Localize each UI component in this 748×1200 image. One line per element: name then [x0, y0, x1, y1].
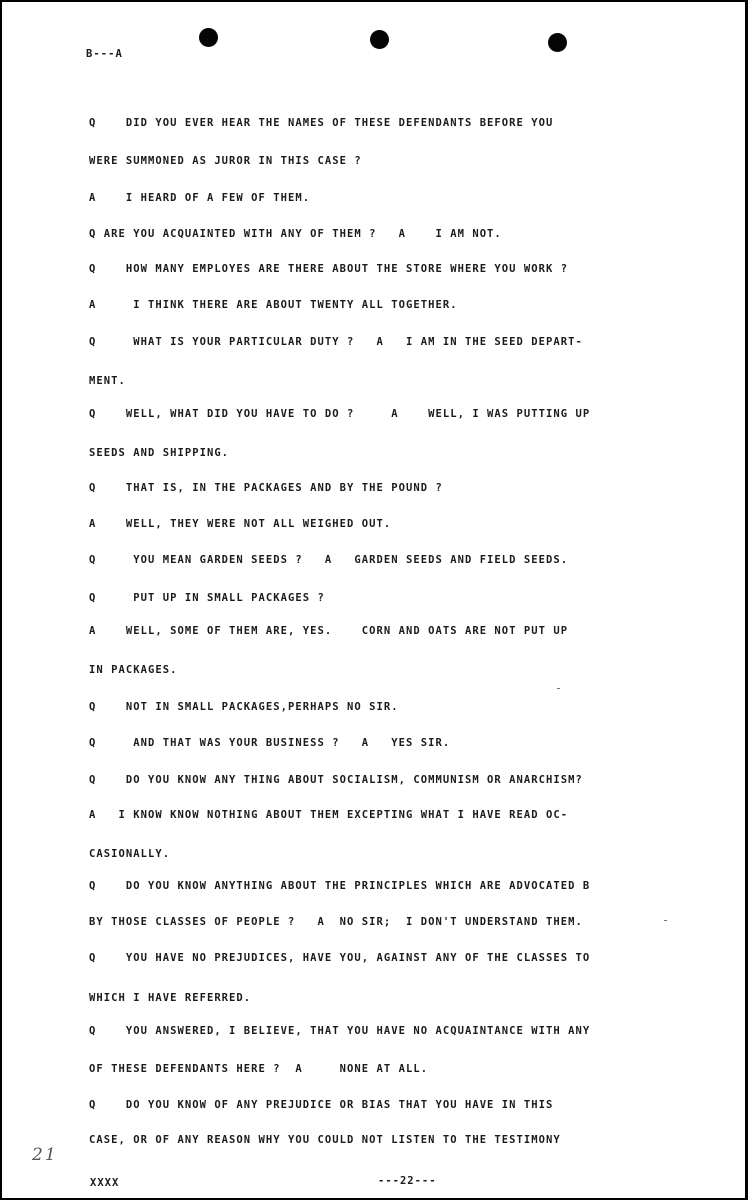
transcript-line: Q YOU HAVE NO PREJUDICES, HAVE YOU, AGAINST ANY OF THE CLASSES TO: [89, 952, 591, 964]
transcript-line: A WELL, THEY WERE NOT ALL WEIGHED OUT.: [89, 518, 392, 530]
transcript-line: Q WHAT IS YOUR PARTICULAR DUTY ? A I AM IN THE SEED DEPART-: [89, 336, 583, 348]
transcript-line: Q DID YOU EVER HEAR THE NAMES OF THESE DEFENDANTS BEFORE YOU: [89, 117, 554, 129]
transcript-line: A I HEARD OF A FEW OF THEM.: [89, 192, 311, 204]
transcript-line: Q AND THAT WAS YOUR BUSINESS ? A YES SIR.: [89, 737, 451, 749]
transcript-line: SEEDS AND SHIPPING.: [89, 447, 230, 459]
transcript-line: A WELL, SOME OF THEM ARE, YES. CORN AND OATS ARE NOT PUT UP: [89, 625, 569, 637]
transcript-line: Q THAT IS, IN THE PACKAGES AND BY THE POUND ?: [89, 482, 443, 494]
transcript-line: WHICH I HAVE REFERRED.: [89, 992, 252, 1004]
transcript-line: CASIONALLY.: [89, 848, 171, 860]
transcript-line: OF THESE DEFENDANTS HERE ? A NONE AT ALL.: [89, 1063, 429, 1075]
transcript-line: IN PACKAGES.: [89, 664, 178, 676]
paper-speck: [664, 920, 667, 921]
transcript-line: WERE SUMMONED AS JUROR IN THIS CASE ?: [89, 155, 362, 167]
transcript-line: Q PUT UP IN SMALL PACKAGES ?: [89, 592, 325, 604]
transcript-line: Q YOU ANSWERED, I BELIEVE, THAT YOU HAVE NO ACQUAINTANCE WITH ANY: [89, 1025, 591, 1037]
handwritten-margin-note: 21: [32, 1145, 58, 1165]
binder-hole-right: [548, 33, 567, 52]
transcript-line: Q YOU MEAN GARDEN SEEDS ? A GARDEN SEEDS AND FIELD SEEDS.: [89, 554, 569, 566]
binder-hole-center: [370, 30, 389, 49]
footer-struck-mark: XXXX: [90, 1177, 120, 1189]
binder-hole-left: [199, 28, 218, 47]
paper-speck: [557, 688, 560, 689]
page-header-label: B---A: [86, 48, 123, 60]
transcript-line: Q WELL, WHAT DID YOU HAVE TO DO ? A WELL, I WAS PUTTING UP: [89, 408, 591, 420]
transcript-line: Q NOT IN SMALL PACKAGES,PERHAPS NO SIR.: [89, 701, 399, 713]
transcript-line: BY THOSE CLASSES OF PEOPLE ? A NO SIR; I DON'T UNDERSTAND THEM.: [89, 916, 583, 928]
page-number: ---22---: [378, 1175, 437, 1187]
transcript-line: Q HOW MANY EMPLOYES ARE THERE ABOUT THE STORE WHERE YOU WORK ?: [89, 263, 569, 275]
transcript-line: MENT.: [89, 375, 126, 387]
transcript-line: A I THINK THERE ARE ABOUT TWENTY ALL TOGETHER.: [89, 299, 458, 311]
transcript-line: A I KNOW KNOW NOTHING ABOUT THEM EXCEPTING WHAT I HAVE READ OC-: [89, 809, 569, 821]
transcript-line: Q DO YOU KNOW OF ANY PREJUDICE OR BIAS THAT YOU HAVE IN THIS: [89, 1099, 554, 1111]
transcript-line: CASE, OR OF ANY REASON WHY YOU COULD NOT LISTEN TO THE TESTIMONY: [89, 1134, 561, 1146]
transcript-line: Q DO YOU KNOW ANY THING ABOUT SOCIALISM, COMMUNISM OR ANARCHISM?: [89, 774, 583, 786]
transcript-line: Q ARE YOU ACQUAINTED WITH ANY OF THEM ? A I AM NOT.: [89, 228, 502, 240]
transcript-page: [2, 2, 745, 1198]
transcript-line: Q DO YOU KNOW ANYTHING ABOUT THE PRINCIPLES WHICH ARE ADVOCATED B: [89, 880, 591, 892]
